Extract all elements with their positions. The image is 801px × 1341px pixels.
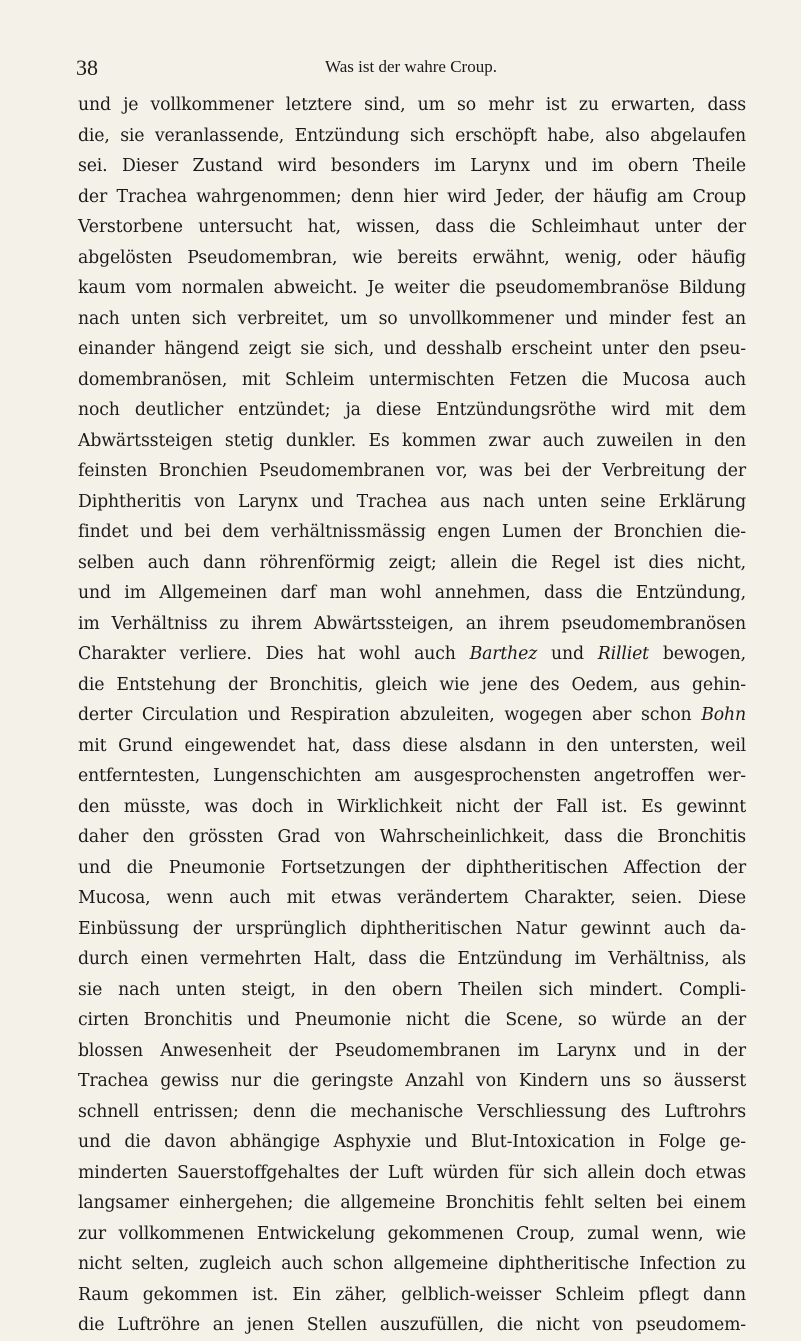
text-line: findet und bei dem verhältnissmässig engen Lumen der Bronchien die- [78, 522, 746, 542]
author-name-rilliet: Rilliet [597, 644, 649, 664]
text-line: nach unten sich verbreitet, um so unvollkommener und minder fest an [78, 308, 746, 329]
text-line: selben auch dann röhrenförmig zeigt; allein die Regel ist dies nicht, [78, 552, 746, 573]
text-line: domembranösen, mit Schleim untermischten Fetzen die Mucosa auch [78, 369, 746, 390]
text-line: Abwärtssteigen stetig dunkler. Es kommen zwar auch zuweilen in den [78, 430, 746, 451]
text-line: im Verhältniss zu ihrem Abwärtssteigen, an ihrem pseudomembranösen [78, 613, 746, 634]
text-line: die, sie veranlassende, Entzündung sich erschöpft habe, also abgelaufen [78, 125, 746, 146]
text-line: daher den grössten Grad von Wahrscheinlichkeit, dass die Bronchitis [78, 827, 746, 847]
author-name-barthez: Barthez [469, 644, 538, 664]
text-line: sie nach unten steigt, in den obern Theilen sich mindert. Compli- [78, 979, 746, 1000]
text-line: nicht selten, zugleich auch schon allgemeine diphtheritische Infection zu [78, 1254, 746, 1274]
text-line: kaum vom normalen abweicht. Je weiter die pseudomembranöse Bildung [78, 278, 746, 298]
text-line: und die davon abhängige Asphyxie und Blut-Intoxication in Folge ge- [78, 1132, 746, 1152]
text-line: und je vollkommener letztere sind, um so mehr ist zu erwarten, dass [78, 95, 746, 115]
text-line: Mucosa, wenn auch mit etwas verändertem Charakter, seien. Diese [78, 888, 746, 908]
text-line: abgelösten Pseudomembran, wie bereits erwähnt, wenig, oder häufig [78, 247, 746, 268]
text-line: zur vollkommenen Entwickelung gekommenen Croup, zumal wenn, wie [78, 1223, 746, 1244]
text-segment: derter Circulation und Respiration abzuleiten, wogegen aber schon [78, 705, 692, 725]
author-name-bohn: Bohn [701, 705, 747, 725]
text-segment: und [551, 644, 584, 664]
text-line: die Luftröhre an jenen Stellen auszufüllen, die nicht von pseudomem- [78, 1315, 746, 1335]
text-line: schnell entrissen; denn die mechanische Verschliessung des Luftrohrs [78, 1101, 746, 1122]
text-segment: Charakter verliere. Dies hat wohl auch [78, 644, 456, 664]
text-line: den müsste, was doch in Wirklichkeit nicht der Fall ist. Es gewinnt [78, 796, 746, 817]
text-line: die Entstehung der Bronchitis, gleich wie jene des Oedem, aus gehin- [78, 674, 746, 695]
text-line: langsamer einhergehen; die allgemeine Bronchitis fehlt selten bei einem [78, 1193, 746, 1213]
body-text [78, 90, 746, 1341]
running-title: Was ist der wahre Croup. [325, 57, 497, 76]
text-line-with-authors [78, 639, 746, 670]
text-line: Einbüssung der ursprünglich diphtheritischen Natur gewinnt auch da- [78, 918, 746, 939]
text-line: Trachea gewiss nur die geringste Anzahl von Kindern uns so äusserst [78, 1071, 746, 1091]
text-line: der Trachea wahrgenommen; denn hier wird Jeder, der häufig am Croup [78, 186, 746, 207]
text-line: sei. Dieser Zustand wird besonders im Larynx und im obern Theile [78, 156, 746, 176]
page-number: 38 [76, 55, 98, 80]
text-line: feinsten Bronchien Pseudomembranen vor, was bei der Verbreitung der [78, 461, 746, 481]
text-line: cirten Bronchitis und Pneumonie nicht die Scene, so würde an der [78, 1010, 746, 1030]
text-line: einander hängend zeigt sie sich, und desshalb erscheint unter den pseu- [78, 339, 746, 359]
text-line: Raum gekommen ist. Ein zäher, gelblich-weisser Schleim pflegt dann [78, 1284, 746, 1305]
text-line: Diphtheritis von Larynx und Trachea aus nach unten seine Erklärung [78, 491, 746, 512]
text-line: mit Grund eingewendet hat, dass diese alsdann in den untersten, weil [78, 735, 746, 756]
text-line: minderten Sauerstoffgehaltes der Luft würden für sich allein doch etwas [78, 1162, 746, 1183]
text-segment: bewogen, [662, 644, 747, 664]
text-line: noch deutlicher entzündet; ja diese Entzündungsröthe wird mit dem [78, 400, 746, 420]
text-line: blossen Anwesenheit der Pseudomembranen im Larynx und in der [78, 1040, 746, 1061]
text-line-with-author [78, 700, 746, 731]
text-line: Verstorbene untersucht hat, wissen, dass die Schleimhaut unter der [78, 217, 746, 237]
text-line: und im Allgemeinen darf man wohl annehmen, dass die Entzündung, [78, 583, 746, 603]
text-line: durch einen vermehrten Halt, dass die Entzündung im Verhältniss, als [78, 949, 746, 969]
text-line: entferntesten, Lungenschichten am ausgesprochensten angetroffen wer- [78, 766, 746, 786]
running-head [76, 55, 746, 85]
text-line: und die Pneumonie Fortsetzungen der diphtheritischen Affection der [78, 857, 746, 878]
